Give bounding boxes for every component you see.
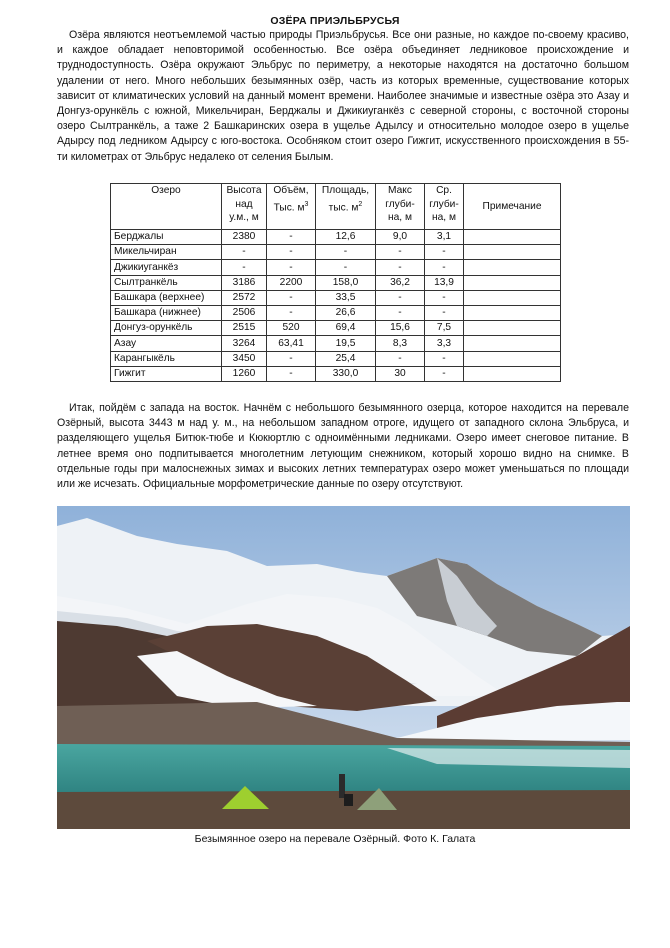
cell-maxd: - — [376, 260, 425, 275]
cell-height: - — [222, 245, 267, 260]
photo-caption: Безымянное озеро на перевале Озёрный. Фото К. Галата — [194, 833, 476, 845]
cell-area: 25,4 — [316, 351, 376, 366]
cell-avgd: - — [425, 260, 464, 275]
table-row — [111, 366, 561, 381]
cell-volume: 2200 — [267, 275, 316, 290]
header-height — [222, 184, 267, 230]
cell-height: - — [222, 260, 267, 275]
header-height-line3: у.м., м — [229, 212, 259, 224]
header-note — [464, 184, 561, 230]
table-row — [111, 245, 561, 260]
header-area-line2: тыс. м — [328, 201, 359, 213]
cell-maxd: 8,3 — [376, 336, 425, 351]
header-avg-depth — [425, 184, 464, 230]
cell-maxd: 9,0 — [376, 230, 425, 245]
cell-note — [464, 230, 561, 245]
cell-volume: - — [267, 260, 316, 275]
header-maxd-line2: глуби- — [385, 198, 415, 210]
header-height-line2: над — [235, 198, 253, 210]
cell-avgd: - — [425, 366, 464, 381]
cell-height: 2515 — [222, 321, 267, 336]
cell-area: 26,6 — [316, 305, 376, 320]
header-maxd-line1: Макс — [388, 185, 412, 196]
cell-height: 3450 — [222, 351, 267, 366]
header-volume-line1: Объём, — [273, 185, 309, 196]
cell-volume: - — [267, 230, 316, 245]
cell-avgd: - — [425, 351, 464, 366]
cell-name: Берджалы — [111, 230, 222, 245]
cell-note — [464, 351, 561, 366]
header-lake — [111, 184, 222, 230]
header-area-sup: 2 — [358, 200, 363, 208]
second-paragraph: Итак, пойдём с запада на восток. Начнём с небольшого безымянного озерца, которое находится на перевале Озёрный, высота 3443 м над у. м., на небольшом западном отроге, идущего от западного склона Эльбруса, и разделяющего ущелья Битюк-тюбе и Кюкюртлю с одноимёнными ледниками. Озеро имеет снеговое питание. В летнее время оно подпитывается многолетним летующим снежником, который хорошо видно на снимке. В отдельные годы при малоснежных зимах и высоких летних температурах озеро может уменьшаться по площади или же исчезать. Официальные морфометрические данные по озеру отсутствуют. — [57, 402, 629, 491]
cell-avgd: - — [425, 245, 464, 260]
cell-area: 330,0 — [316, 366, 376, 381]
header-height-line1: Высота — [226, 185, 262, 196]
cell-name: Микельчиран — [111, 245, 222, 260]
lake-photo — [57, 506, 630, 829]
cell-area: 12,6 — [316, 230, 376, 245]
cell-note — [464, 366, 561, 381]
cell-volume: - — [267, 245, 316, 260]
lakes-table-body — [111, 230, 561, 382]
cell-volume: - — [267, 305, 316, 320]
cell-note — [464, 275, 561, 290]
cell-area: 69,4 — [316, 321, 376, 336]
cell-name: Джикиуганкёз — [111, 260, 222, 275]
header-volume — [267, 184, 316, 230]
table-row — [111, 230, 561, 245]
cell-name: Башкара (нижнее) — [111, 305, 222, 320]
cell-height: 3186 — [222, 275, 267, 290]
cell-avgd: 13,9 — [425, 275, 464, 290]
cell-height: 3264 — [222, 336, 267, 351]
header-area — [316, 184, 376, 230]
table-row — [111, 351, 561, 366]
cell-volume: - — [267, 366, 316, 381]
cell-maxd: - — [376, 351, 425, 366]
cell-note — [464, 245, 561, 260]
page-title: ОЗЁРА ПРИЭЛЬБРУСЬЯ — [270, 15, 400, 27]
cell-avgd: 3,3 — [425, 336, 464, 351]
cell-area: - — [316, 245, 376, 260]
lakes-table — [110, 183, 561, 382]
header-volume-line2: Тыс. м — [273, 201, 305, 213]
cell-name: Гижгит — [111, 366, 222, 381]
cell-name: Азау — [111, 336, 222, 351]
header-avgd-line1: Ср. — [436, 185, 452, 196]
header-avgd-line2: глуби- — [429, 198, 459, 210]
cell-note — [464, 260, 561, 275]
intro-paragraph: Озёра являются неотъемлемой частью природы Приэльбрусья. Все они разные, но каждое по-своему красиво, и каждое обладает неповторимой особенностью. Все озёра объединяет ледниковое происхождение и труднодоступность. Озёра окружают Эльбрус по периметру, а некоторые находятся на достаточно большом удалении от него. Много небольших безымянных озёр, часть из которых временные, существование которых зависит от климатических условий на данный момент времени. Наиболее значимые и известные озёра это Азау и Донгуз-орункёль с южной, Микельчиран, Берджалы и Джикиуганкёз с северной стороны, с восточной стороны озеро Сылтранкёль, а таже 2 Башкаринских озера в ущелье Адылсу и относительно молодое озеро в ущелье Адырсу под ледником Адырсу с юго-востока. Особняком стоит озеро Гижгит, искусственного происхождения в 55-ти километрах от Эльбрус недалеко от селения Былым. — [57, 29, 629, 163]
cell-height: 2506 — [222, 305, 267, 320]
cell-volume: 63,41 — [267, 336, 316, 351]
cell-maxd: 30 — [376, 366, 425, 381]
cell-maxd: - — [376, 290, 425, 305]
header-volume-sup: 3 — [304, 200, 309, 208]
cell-maxd: - — [376, 305, 425, 320]
table-row — [111, 290, 561, 305]
cell-note — [464, 336, 561, 351]
header-max-depth — [376, 184, 425, 230]
cell-note — [464, 321, 561, 336]
cell-avgd: 3,1 — [425, 230, 464, 245]
header-area-line1: Площадь, — [321, 185, 370, 196]
header-avgd-line3: на, м — [432, 212, 456, 224]
cell-area: 19,5 — [316, 336, 376, 351]
cell-name: Сылтранкёль — [111, 275, 222, 290]
table-row — [111, 260, 561, 275]
table-row — [111, 305, 561, 320]
cell-avgd: - — [425, 305, 464, 320]
cell-area: 158,0 — [316, 275, 376, 290]
cell-area: - — [316, 260, 376, 275]
table-row — [111, 275, 561, 290]
header-maxd-line3: на, м — [388, 212, 412, 224]
header-note-label: Примечание — [482, 200, 542, 212]
cell-name: Карангыкёль — [111, 351, 222, 366]
cell-volume: 520 — [267, 321, 316, 336]
cell-maxd: - — [376, 245, 425, 260]
table-header-row — [111, 184, 561, 230]
cell-height: 1260 — [222, 366, 267, 381]
cell-name: Башкара (верхнее) — [111, 290, 222, 305]
cell-note — [464, 290, 561, 305]
cell-height: 2380 — [222, 230, 267, 245]
cell-volume: - — [267, 290, 316, 305]
cell-volume: - — [267, 351, 316, 366]
cell-height: 2572 — [222, 290, 267, 305]
cell-avgd: - — [425, 290, 464, 305]
table-row — [111, 336, 561, 351]
header-lake-label: Озеро — [151, 185, 181, 196]
cell-note — [464, 305, 561, 320]
cell-name: Донгуз-орункёль — [111, 321, 222, 336]
cell-maxd: 36,2 — [376, 275, 425, 290]
table-row — [111, 321, 561, 336]
cell-avgd: 7,5 — [425, 321, 464, 336]
cell-maxd: 15,6 — [376, 321, 425, 336]
cell-area: 33,5 — [316, 290, 376, 305]
